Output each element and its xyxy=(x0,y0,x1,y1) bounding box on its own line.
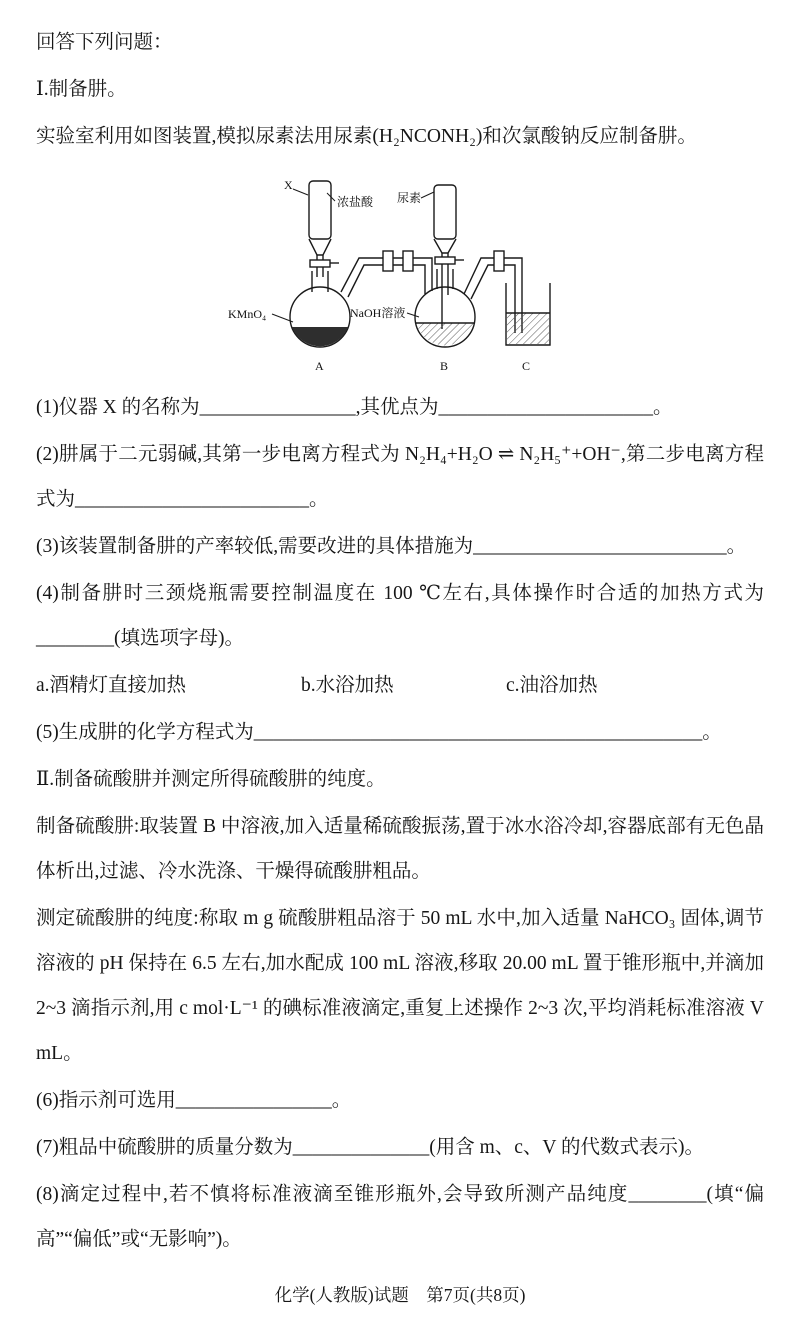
question-4: (4)制备肼时三颈烧瓶需要控制温度在 100 ℃左右,具体操作时合适的加热方式为________(填选项字母)。 xyxy=(36,583,764,649)
dropping-funnel-urea xyxy=(434,185,464,329)
glass-joint-2 xyxy=(403,251,413,271)
question-8: (8)滴定过程中,若不慎将标准液滴至锥形瓶外,会导致所测产品纯度________(填“偏高”“偏低”或“无影响”)。 xyxy=(36,1184,764,1250)
question-4-options xyxy=(36,663,764,708)
procedure-paragraph-2: 测定硫酸肼的纯度:称取 m g 硫酸肼粗品溶于 50 mL 水中,加入适量 NaHCO₃ 固体,调节溶液的 pH 保持在 6.5 左右,加水配成 100 mL 溶液,移取 20.00 mL 置于锥形瓶中,并滴加 2~3 滴指示剂,用 c mol·L⁻¹ 的碘标准液滴定,重复上述操作 2~3 次,平均消耗标准溶液 V mL。 xyxy=(36,908,764,1064)
intro-text: 回答下列问题： xyxy=(36,32,173,53)
apparatus-svg xyxy=(200,165,600,377)
option-b: b.水浴加热 xyxy=(301,675,394,696)
apparatus-diagram xyxy=(200,165,600,377)
dropping-funnel-x xyxy=(309,181,339,277)
round-flask-a xyxy=(290,271,350,347)
beaker-liquid xyxy=(507,313,549,344)
tube-a-to-b xyxy=(341,251,432,297)
naoh-solution-liquid xyxy=(416,323,474,345)
question-7: (7)粗品中硫酸肼的质量分数为______________(用含 m、c、V 的代数式表示)。 xyxy=(36,1137,705,1158)
section1-heading: Ⅰ.制备肼。 xyxy=(36,79,127,100)
question-5: (5)生成肼的化学方程式为______________________________________________。 xyxy=(36,722,722,743)
question-2: (2)肼属于二元弱碱,其第一步电离方程式为 N₂H₄+H₂O ⇌ N₂H₅⁺+OH⁻,第二步电离方程式为________________________。 xyxy=(36,444,764,510)
section2-heading: Ⅱ.制备硫酸肼并测定所得硫酸肼的纯度。 xyxy=(36,769,386,790)
beaker-c xyxy=(506,283,550,345)
label-conc-hcl: 浓盐酸 xyxy=(337,195,374,209)
label-flask-a: A xyxy=(315,359,324,373)
label-beaker-c: C xyxy=(522,359,531,373)
label-flask-b: B xyxy=(440,359,449,373)
three-neck-flask-b xyxy=(415,269,475,347)
option-a: a.酒精灯直接加热 xyxy=(36,675,187,696)
experiment-description: 实验室利用如图装置,模拟尿素法用尿素(H₂NCONH₂)和次氯酸钠反应制备肼。 xyxy=(36,126,697,147)
procedure-paragraph-1: 制备硫酸肼:取装置 B 中溶液,加入适量稀硫酸振荡,置于冰水浴冷却,容器底部有无色晶体析出,过滤、冷水洗涤、干燥得硫酸肼粗品。 xyxy=(36,816,764,882)
label-urea: 尿素 xyxy=(397,191,422,205)
question-3: (3)该装置制备肼的产率较低,需要改进的具体措施为__________________________。 xyxy=(36,536,747,557)
glass-joint-3 xyxy=(494,251,504,271)
label-x: X xyxy=(284,178,293,192)
label-naoh: NaOH溶液 xyxy=(350,306,406,320)
kmno4-solid xyxy=(292,327,348,346)
glass-joint-1 xyxy=(383,251,393,271)
option-c: c.油浴加热 xyxy=(506,675,598,696)
question-6: (6)指示剂可选用________________。 xyxy=(36,1090,352,1111)
page-footer: 化学(人教版)试题 第7页(共8页) xyxy=(274,1284,526,1305)
label-kmno4: KMnO₄ xyxy=(228,307,267,321)
question-1: (1)仪器 X 的名称为________________,其优点为______________________。 xyxy=(36,397,673,418)
